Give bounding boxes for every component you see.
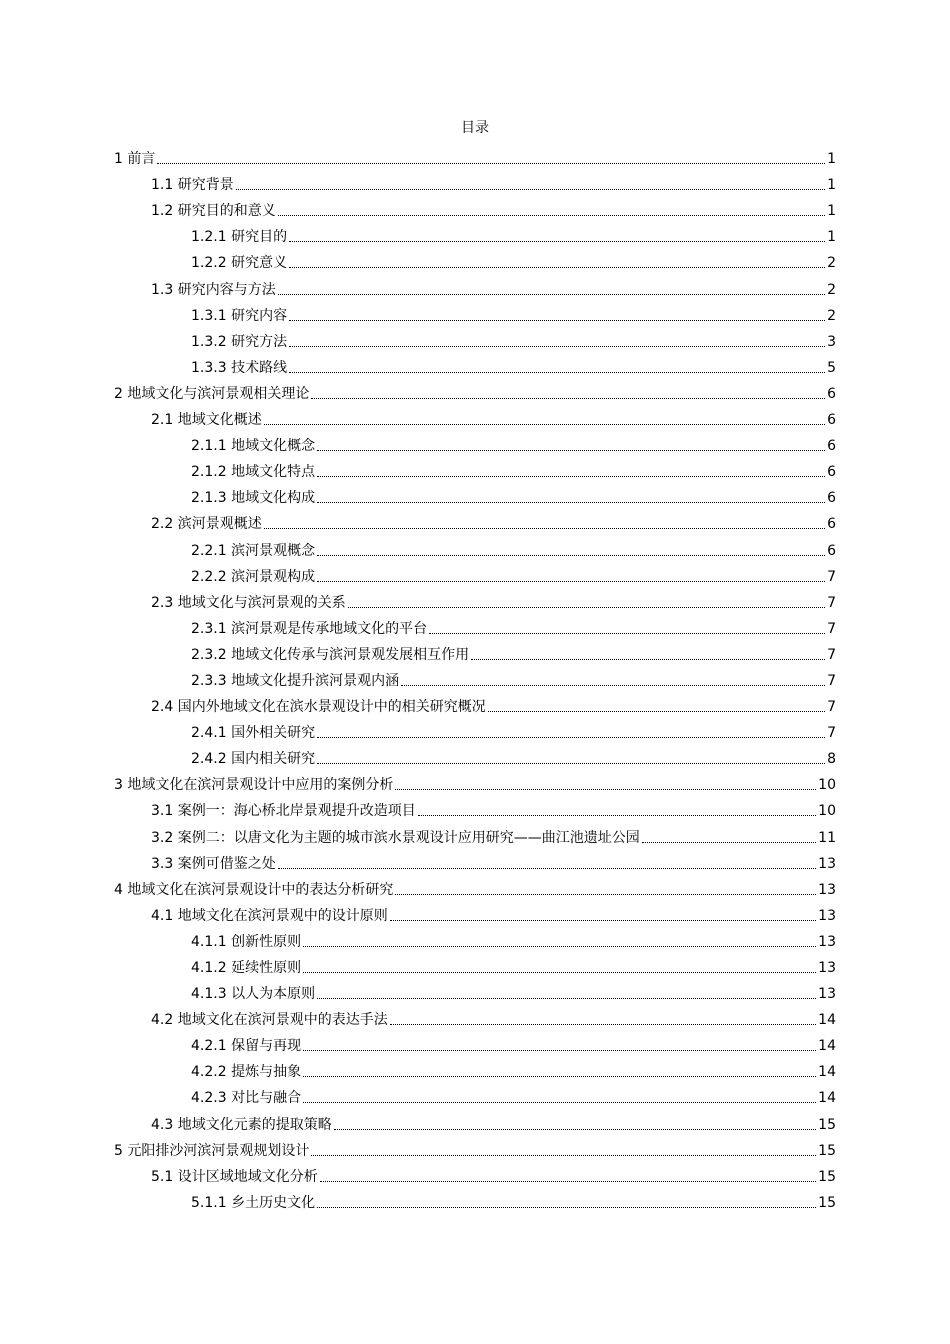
toc-entry[interactable] [114,769,836,795]
toc-entry-label: 1 前言 [114,151,156,168]
toc-entry[interactable] [114,952,836,978]
toc-dot-leader [390,1024,816,1025]
toc-entry[interactable] [114,900,836,926]
toc-entry-label: 4.1 地域文化在滨河景观中的设计原则 [151,907,388,924]
toc-entry-page: 15 [818,1168,836,1185]
toc-entry-label: 4.2.2 提炼与抽象 [191,1064,302,1081]
toc-entry[interactable] [114,352,836,378]
toc-entry[interactable] [114,221,836,247]
toc-dot-leader [303,1050,816,1051]
toc-dot-leader [488,711,825,712]
toc-entry-page: 10 [818,803,836,820]
toc-entry-page: 6 [827,438,836,455]
toc-entry-page: 2 [827,307,836,324]
toc-entry-page: 13 [818,986,836,1003]
toc-entry-label: 1.2.2 研究意义 [191,255,288,272]
toc-dot-leader [317,1207,816,1208]
toc-entry-page: 1 [827,177,836,194]
toc-entry[interactable] [114,848,836,874]
toc-entry-label: 1.2 研究目的和意义 [151,203,276,220]
toc-entry[interactable] [114,691,836,717]
toc-entry[interactable] [114,1187,836,1213]
toc-entry-page: 2 [827,281,836,298]
toc-dot-leader [395,789,816,790]
toc-entry-label: 4.1.3 以人为本原则 [191,986,316,1003]
toc-entry[interactable] [114,169,836,195]
toc-dot-leader [418,815,816,816]
toc-entry-page: 6 [827,542,836,559]
toc-entry[interactable] [114,326,836,352]
toc-entry-page: 13 [818,907,836,924]
toc-entry-label: 5 元阳排沙河滨河景观规划设计 [114,1142,310,1159]
toc-entry[interactable] [114,587,836,613]
toc-entry-label: 1.1 研究背景 [151,177,234,194]
toc-dot-leader [334,1129,816,1130]
toc-entry[interactable] [114,247,836,273]
toc-entry-label: 4.2 地域文化在滨河景观中的表达手法 [151,1012,388,1029]
toc-dot-leader [303,1076,816,1077]
toc-entry-label: 5.1.1 乡土历史文化 [191,1194,316,1211]
toc-entry[interactable] [114,1161,836,1187]
toc-entry[interactable] [114,717,836,743]
toc-entry-label: 3.3 案例可借鉴之处 [151,855,276,872]
toc-entry-page: 15 [818,1194,836,1211]
toc-entry-label: 2 地域文化与滨河景观相关理论 [114,385,310,402]
toc-entry[interactable] [114,1082,836,1108]
toc-dot-leader [642,842,816,843]
toc-entry[interactable] [114,404,836,430]
toc-dot-leader [317,502,825,503]
toc-entry-label: 4.1.2 延续性原则 [191,960,302,976]
toc-entry[interactable] [114,195,836,221]
toc-entry-label: 4.3 地域文化元素的提取策略 [151,1116,332,1133]
toc-entry[interactable] [114,978,836,1004]
toc-entry-label: 1.3.2 研究方法 [191,333,288,350]
toc-entry-page: 14 [818,1064,836,1081]
toc-entry-page: 13 [818,933,836,950]
toc-entry-label: 2.3.2 地域文化传承与滨河景观发展相互作用 [191,646,470,663]
toc-entry-label: 3.2 案例二：以唐文化为主题的城市滨水景观设计应用研究——曲江池遗址公园 [151,829,640,846]
toc-entry-label: 2.3 地域文化与滨河景观的关系 [151,594,346,611]
toc-entry[interactable] [114,456,836,482]
toc-entry-page: 7 [827,725,836,742]
toc-entry-page: 6 [827,412,836,429]
toc-entry-page: 7 [827,594,836,611]
toc-dot-leader [348,607,825,608]
toc-dot-leader [303,1102,816,1103]
toc-entry-page: 3 [827,333,836,350]
toc-dot-leader [429,633,825,634]
toc-entry[interactable] [114,1004,836,1030]
toc-dot-leader [278,294,825,295]
toc-entry[interactable] [114,821,836,847]
toc-entry[interactable] [114,300,836,326]
toc-entry-page: 1 [827,229,836,246]
toc-entry-page: 5 [827,359,836,376]
toc-entry-page: 7 [827,620,836,637]
toc-dot-leader [303,972,816,973]
toc-entry-label: 2.4 国内外地域文化在滨水景观设计中的相关研究概况 [151,699,486,716]
toc-entry-label: 1.3.3 技术路线 [191,359,288,376]
toc-dot-leader [317,998,816,999]
toc-entry[interactable] [114,273,836,299]
toc-entry[interactable] [114,639,836,665]
toc-entry[interactable] [114,1135,836,1161]
toc-dot-leader [157,163,825,164]
toc-entry-label: 4.2.3 对比与融合 [191,1090,302,1107]
toc-entry-label: 2.2.1 滨河景观概念 [191,542,316,559]
toc-dot-leader [317,476,825,477]
toc-entry-label: 2.4.2 国内相关研究 [191,751,316,768]
toc-dot-leader [264,424,825,425]
toc-dot-leader [317,581,825,582]
toc-entry-label: 3 地域文化在滨河景观设计中应用的案例分析 [114,777,394,794]
toc-dot-leader [311,1155,816,1156]
toc-entry[interactable] [114,508,836,534]
toc-entry-page: 7 [827,568,836,585]
toc-dot-leader [317,763,825,764]
toc-entry-page: 15 [818,1142,836,1159]
toc-entry-page: 6 [827,516,836,533]
toc-dot-leader [317,555,825,556]
toc-entry-page: 6 [827,385,836,402]
toc-list [114,143,836,1213]
toc-entry-label: 2.3.1 滨河景观是传承地域文化的平台 [191,620,428,637]
toc-dot-leader [395,894,816,895]
toc-entry-label: 1.2.1 研究目的 [191,229,288,246]
toc-dot-leader [390,920,816,921]
toc-entry[interactable] [114,430,836,456]
toc-entry-page: 6 [827,490,836,507]
toc-entry[interactable] [114,613,836,639]
toc-dot-leader [264,528,825,529]
toc-entry-label: 2.1.3 地域文化构成 [191,490,316,507]
toc-entry-page: 13 [818,881,836,898]
toc-entry-label: 1.3.1 研究内容 [191,307,288,324]
toc-entry[interactable] [114,795,836,821]
toc-entry-page: 6 [827,464,836,481]
toc-entry-label: 5.1 设计区域地域文化分析 [151,1168,318,1185]
toc-entry[interactable] [114,1056,836,1082]
toc-entry[interactable] [114,143,836,169]
toc-dot-leader [236,189,825,190]
toc-dot-leader [317,450,825,451]
toc-entry-label: 3.1 案例一：海心桥北岸景观提升改造项目 [151,803,416,820]
toc-dot-leader [303,946,816,947]
toc-entry-label: 1.3 研究内容与方法 [151,281,276,298]
toc-entry-label: 2.1.1 地域文化概念 [191,438,316,455]
toc-entry[interactable] [114,378,836,404]
toc-entry[interactable] [114,874,836,900]
toc-entry-page: 14 [818,1090,836,1107]
toc-entry-page: 14 [818,1038,836,1055]
toc-entry[interactable] [114,482,836,508]
toc-dot-leader [401,685,825,686]
toc-dot-leader [289,241,825,242]
toc-entry-label: 2.2.2 滨河景观构成 [191,568,316,585]
toc-entry-page: 1 [827,203,836,220]
toc-entry[interactable] [114,665,836,691]
toc-entry-page: 15 [818,1116,836,1133]
toc-entry-label: 4.1.1 创新性原则 [191,933,302,950]
toc-dot-leader [317,737,825,738]
toc-dot-leader [278,215,825,216]
toc-entry-label: 2.1 地域文化概述 [151,412,262,429]
toc-entry-page: 10 [818,777,836,794]
toc-entry-label: 4 地域文化在滨河景观设计中的表达分析研究 [114,881,394,898]
toc-dot-leader [311,398,825,399]
toc-dot-leader [471,659,825,660]
toc-dot-leader [278,868,816,869]
toc-entry-page: 7 [827,699,836,716]
toc-entry-label: 2.1.2 地域文化特点 [191,464,316,481]
toc-entry-page: 7 [827,672,836,689]
toc-dot-leader [289,267,825,268]
toc-dot-leader [289,372,825,373]
toc-entry[interactable] [114,1030,836,1056]
toc-entry-label: 2.2 滨河景观概述 [151,516,262,533]
toc-entry-page: 11 [818,829,836,846]
toc-dot-leader [289,320,825,321]
toc-entry-label: 2.4.1 国外相关研究 [191,725,316,742]
toc-entry[interactable] [114,1108,836,1134]
toc-title: 目录 [461,120,489,136]
toc-dot-leader [320,1181,816,1182]
toc-entry-page: 13 [818,960,836,976]
toc-entry-label: 4.2.1 保留与再现 [191,1038,302,1055]
toc-entry-page: 7 [827,646,836,663]
toc-entry-label: 2.3.3 地域文化提升滨河景观内涵 [191,672,400,689]
toc-entry-page: 2 [827,255,836,272]
toc-dot-leader [289,346,825,347]
toc-entry-page: 13 [818,855,836,872]
toc-entry-page: 8 [827,751,836,768]
toc-entry-page: 1 [827,151,836,168]
toc-entry[interactable] [114,534,836,560]
toc-entry[interactable] [114,926,836,952]
toc-entry[interactable] [114,743,836,769]
toc-entry-page: 14 [818,1012,836,1029]
toc-entry[interactable] [114,561,836,587]
